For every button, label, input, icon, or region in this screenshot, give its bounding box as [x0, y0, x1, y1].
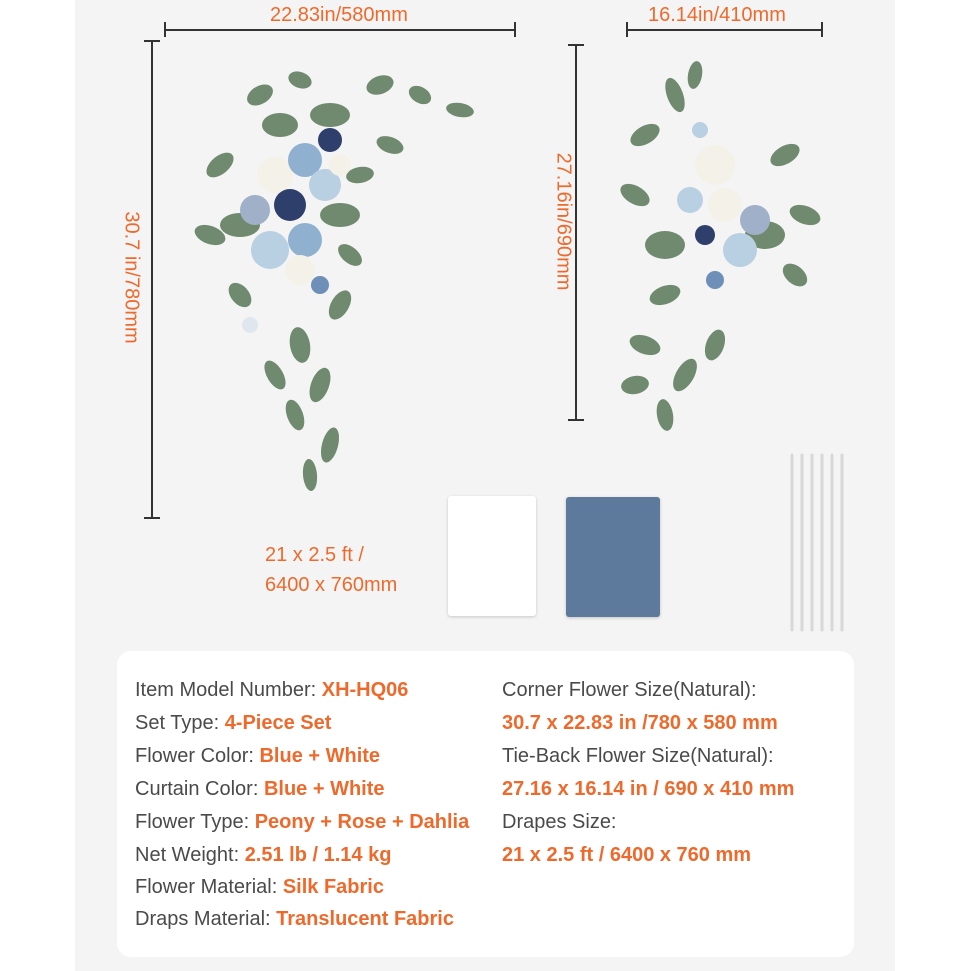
corner-width-line [165, 29, 515, 31]
spec-flower-color [135, 740, 380, 772]
tieback-width-tick-right [821, 22, 823, 37]
spec-draps-material-label: Draps Material: [135, 908, 277, 930]
white-drape [448, 496, 536, 616]
corner-height-label: 30.7 in/780mm [120, 211, 143, 344]
spec-net-weight-value: 2.51 lb / 1.14 kg [244, 844, 392, 866]
spec-flower-type-label: Flower Type: [135, 811, 255, 833]
corner-width-tick-left [164, 22, 166, 37]
tieback-height-tick-bottom [568, 419, 584, 421]
tieback-width-label: 16.14in/410mm [648, 4, 786, 26]
spec-flower-color-value: Blue + White [259, 745, 381, 767]
spec-corner-size-value: 30.7 x 22.83 in /780 x 580 mm [502, 712, 778, 734]
spec-curtain-color-label: Curtain Color: [135, 778, 264, 800]
corner-height-tick-top [144, 40, 160, 42]
spec-net-weight-label: Net Weight: [135, 844, 245, 866]
spec-flower-type-value: Peony + Rose + Dahlia [254, 811, 470, 833]
spec-net-weight [135, 839, 391, 871]
corner-width-tick-right [514, 22, 516, 37]
spec-drapes-size-value: 21 x 2.5 ft / 6400 x 760 mm [502, 844, 752, 866]
corner-flower-arrangement [180, 55, 500, 505]
tieback-height-tick-top [568, 44, 584, 46]
spec-model [135, 674, 408, 706]
drape-size-line2: 6400 x 760mm [265, 574, 398, 596]
spec-set-type-label: Set Type: [135, 712, 225, 734]
corner-height-line [151, 40, 153, 518]
spec-curtain-color [135, 773, 385, 805]
spec-corner-size-label: Corner Flower Size(Natural): [502, 679, 757, 701]
tieback-flower-arrangement [605, 55, 825, 445]
spec-tieback-size-label: Tie-Back Flower Size(Natural): [502, 745, 774, 767]
spec-model-label: Item Model Number: [135, 679, 322, 701]
tieback-rods [786, 450, 846, 635]
spec-flower-type [135, 806, 469, 838]
corner-width-label: 22.83in/580mm [270, 4, 408, 26]
tieback-height-line [575, 44, 577, 420]
tieback-width-tick-left [626, 22, 628, 37]
spec-set-type [135, 707, 331, 739]
corner-height-tick-bottom [144, 517, 160, 519]
spec-drapes-size-label: Drapes Size: [502, 811, 617, 833]
spec-tieback-size-value: 27.16 x 16.14 in / 690 x 410 mm [502, 778, 795, 800]
tieback-height-label: 27.16in/690mm [552, 152, 575, 291]
drape-size-label [265, 540, 397, 600]
tieback-width-line [627, 29, 822, 31]
spec-curtain-color-value: Blue + White [263, 778, 385, 800]
blue-drape [566, 497, 660, 617]
spec-flower-material [135, 871, 384, 903]
spec-flower-material-value: Silk Fabric [282, 876, 384, 898]
spec-draps-material-value: Translucent Fabric [276, 908, 454, 930]
spec-draps-material [135, 903, 454, 935]
spec-flower-material-label: Flower Material: [135, 876, 283, 898]
drape-size-line1: 21 x 2.5 ft / [265, 544, 364, 566]
spec-flower-color-label: Flower Color: [135, 745, 260, 767]
spec-model-value: XH-HQ06 [321, 679, 409, 701]
spec-set-type-value: 4-Piece Set [224, 712, 332, 734]
